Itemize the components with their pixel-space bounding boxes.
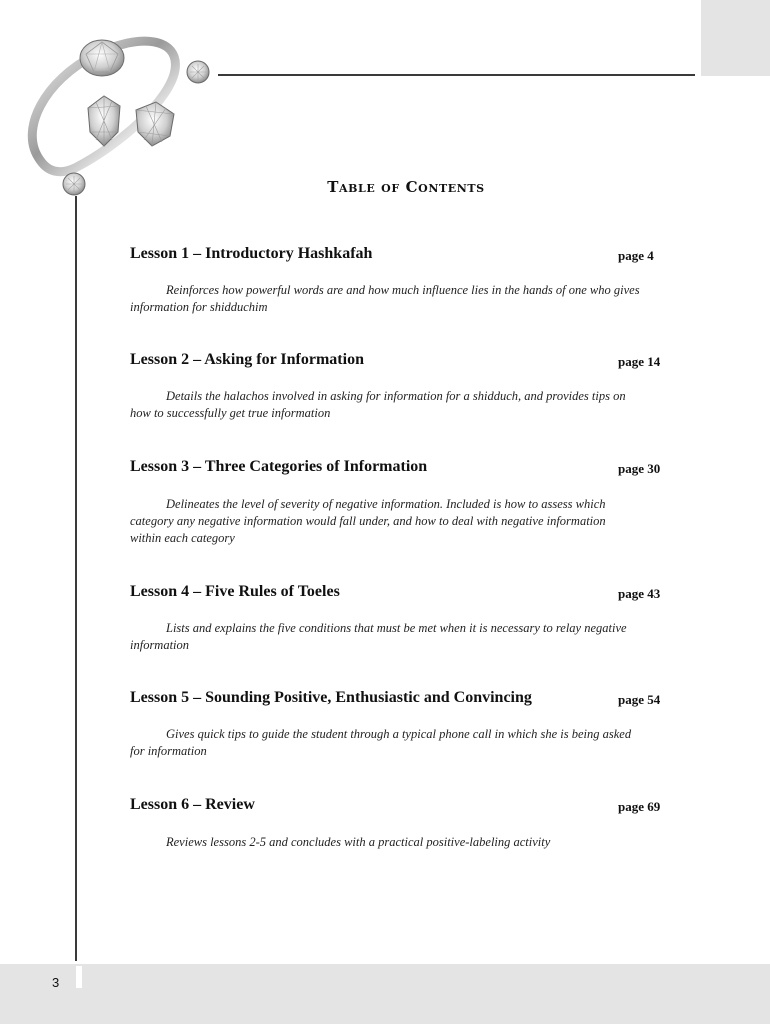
- lesson-description: Details the halachos involved in asking for information for a shidduch, and provides tips on how to successfully get true information: [130, 389, 626, 420]
- lesson-title: Lesson 2 – Asking for Information: [130, 351, 364, 368]
- lesson-page-ref: page 43: [618, 586, 661, 601]
- lesson-page-ref: page 69: [618, 799, 661, 814]
- lesson-title: Lesson 4 – Five Rules of Toeles: [130, 583, 340, 600]
- toc-entry: [130, 458, 665, 547]
- lesson-page-ref: page 4: [618, 248, 654, 263]
- toc-entry: [130, 796, 665, 851]
- lesson-description: Gives quick tips to guide the student through a typical phone call in which she is being asked for information: [130, 727, 632, 758]
- toc-entry: [130, 351, 665, 422]
- corner-tab: [701, 0, 770, 76]
- lesson-page-ref: page 30: [618, 461, 661, 476]
- toc-entry: [130, 689, 665, 760]
- lesson-description: Reviews lessons 2-5 and concludes with a practical positive-labeling activity: [166, 835, 551, 849]
- small-gem-icon: [187, 61, 209, 83]
- lesson-title: Lesson 5 – Sounding Positive, Enthusiastic and Convincing: [130, 689, 532, 706]
- footer-band: [0, 964, 770, 1024]
- lesson-page-ref: page 54: [618, 692, 661, 707]
- diamond-icon: [136, 102, 174, 146]
- page-title: Table of Contents: [327, 178, 485, 196]
- lesson-description: Delineates the level of severity of negative information. Included is how to assess which category any negative information would fall under, and how to deal with negative information within each category: [130, 497, 606, 545]
- left-divider: [75, 196, 77, 961]
- lesson-description: Reinforces how powerful words are and how much influence lies in the hands of one who gives information for shidduchim: [130, 283, 640, 314]
- toc-entry: [130, 245, 665, 316]
- footer-notch: [76, 966, 82, 988]
- lesson-title: Lesson 1 – Introductory Hashkafah: [130, 245, 373, 262]
- toc-entry: [130, 583, 665, 654]
- lesson-title: Lesson 3 – Three Categories of Information: [130, 458, 428, 475]
- lesson-title: Lesson 6 – Review: [130, 796, 255, 813]
- top-divider: [218, 74, 695, 76]
- page-number: 3: [52, 975, 60, 990]
- lesson-page-ref: page 14: [618, 354, 661, 369]
- lesson-description: Lists and explains the five conditions that must be met when it is necessary to relay negative information: [130, 621, 627, 652]
